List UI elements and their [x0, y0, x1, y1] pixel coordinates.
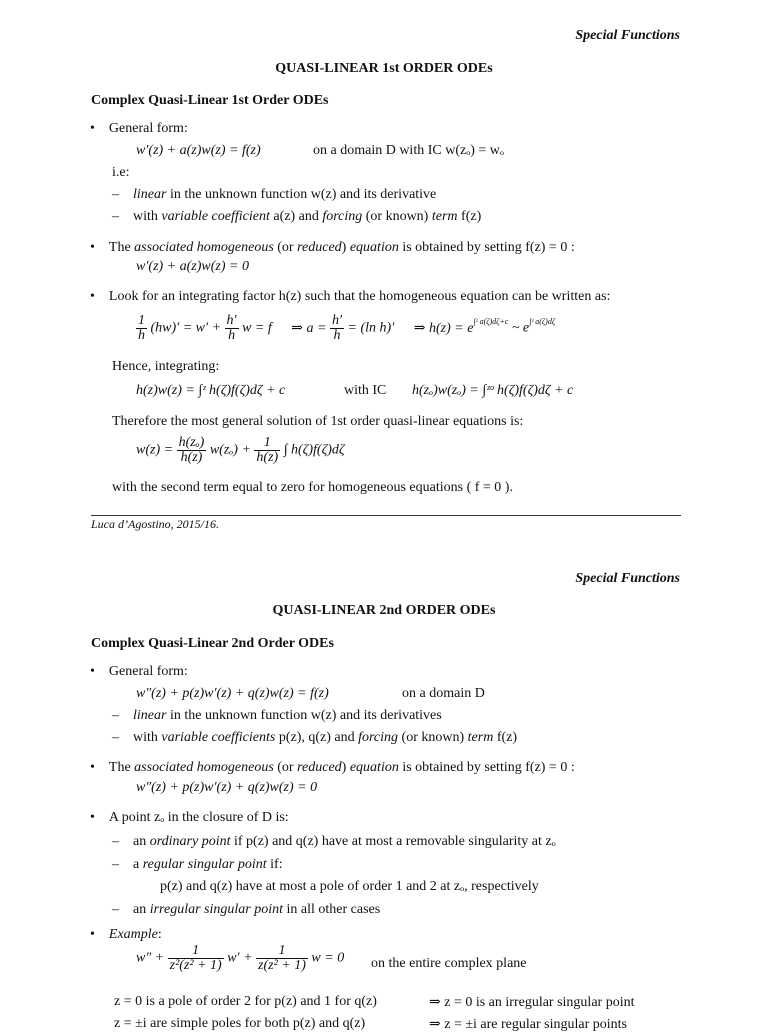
bullet-3: • Look for an integrating factor h(z) such that the homogeneous equation can be written as:	[90, 289, 611, 304]
equation-general-form: w′(z) + a(z)w(z) = f(z)	[136, 143, 261, 158]
term-linear: linear	[133, 187, 167, 202]
regular-condition: p(z) and q(z) have at most a pole of order 1 and 2 at zₒ, respectively	[160, 879, 539, 894]
term-associated-homogeneous: associated homogeneous	[134, 760, 274, 775]
eq-part: ~ e	[511, 320, 530, 336]
ie-text: i.e:	[112, 165, 130, 180]
dash-text: if:	[266, 857, 283, 872]
numerator: 1	[254, 436, 280, 451]
equation-homogeneous: w′(z) + a(z)w(z) = 0	[136, 259, 249, 274]
bullet-text: (or	[273, 760, 298, 775]
term-variable-coefficient: variable coefficient	[161, 209, 270, 224]
fraction	[256, 944, 308, 973]
bullet-1: • General form:	[90, 664, 188, 679]
denominator: h(z)	[180, 450, 203, 465]
page-title: QUASI-LINEAR 1st ORDER ODEs	[275, 61, 493, 76]
bullet-text: The	[108, 240, 135, 255]
bullet-text: )	[341, 760, 350, 775]
dash-item-coefficient: – with variable coefficient a(z) and forcing (or known) term f(z)	[112, 209, 482, 224]
eq-part: ⇒ h(z) = e	[413, 320, 474, 336]
bullet-3-text: A point zₒ in the closure of D is:	[108, 810, 289, 825]
bullet-text: is obtained by setting f(z) = 0 :	[398, 760, 575, 775]
term-regular-singular-point: regular singular point	[142, 857, 267, 872]
dash-text: (or known)	[362, 209, 432, 224]
term-reduced: reduced	[297, 240, 342, 255]
term-irregular-singular-point: irregular singular point	[149, 902, 283, 917]
hence-text: Hence, integrating:	[112, 359, 220, 374]
example-line-2-result: ⇒ z = ±i are regular singular points	[429, 1017, 627, 1032]
dash-item-ordinary: – an ordinary point if p(z) and q(z) have at most a removable singularity at zₒ	[112, 834, 556, 849]
denominator: z²(z² + 1)	[169, 958, 222, 973]
equation-general-solution	[136, 436, 345, 465]
fraction: $\frac{h'}{h}$	[226, 313, 237, 343]
dash-text: f(z)	[493, 730, 518, 745]
equation-integrating-factor	[136, 314, 555, 343]
bullet-text: )	[341, 240, 350, 255]
dash-item-coefficient: – with variable coefficients p(z), q(z) and forcing (or known) term f(z)	[112, 730, 518, 745]
eq-part: w(zₒ) +	[209, 442, 251, 458]
dash-text: with	[133, 209, 162, 224]
numerator: h(zₒ)	[178, 435, 205, 450]
numerator: 1	[256, 944, 308, 959]
exponent: ∫ᶻ a(ζ)dζ+c	[473, 316, 509, 326]
bullet-example: • Example:	[90, 927, 162, 942]
dash-text: in all other cases	[283, 902, 381, 917]
bullet-3-text: Look for an integrating factor h(z) such that the homogeneous equation can be written as:	[108, 289, 611, 304]
bullet-text: (or	[273, 240, 298, 255]
fraction	[254, 436, 280, 465]
term-associated-homogeneous: associated homogeneous	[134, 240, 274, 255]
page-title: QUASI-LINEAR 2nd ORDER ODEs	[272, 603, 496, 618]
equation-homogeneous: w″(z) + p(z)w′(z) + q(z)w(z) = 0	[136, 780, 318, 795]
denominator: h(z)	[256, 450, 279, 465]
numerator: 1	[168, 944, 224, 959]
dash-item-regular: – a regular singular point if:	[112, 857, 283, 872]
bullet-text: is obtained by setting f(z) = 0 :	[398, 240, 575, 255]
footer-author: Luca d’Agostino, 2015/16.	[91, 517, 219, 531]
term-term: term	[431, 209, 458, 224]
dash-text: f(z)	[457, 209, 482, 224]
eq-part: w″ +	[136, 950, 165, 966]
eq-part: = (ln h)′	[347, 320, 395, 336]
fraction	[177, 436, 207, 465]
bullet-2: • The associated homogeneous (or reduced) equation is obtained by setting f(z) = 0 :	[90, 240, 575, 255]
term-reduced: reduced	[297, 760, 342, 775]
dash-text: p(z), q(z) and	[275, 730, 359, 745]
example-line-1-result: ⇒ z = 0 is an irregular singular point	[429, 995, 635, 1010]
dash-text: in the unknown function w(z) and its derivatives	[166, 708, 442, 723]
bullet-1-label: General form:	[108, 121, 188, 136]
bullet-2: • The associated homogeneous (or reduced) equation is obtained by setting f(z) = 0 :	[90, 760, 575, 775]
equation-integrated-ic: h(zₒ)w(zₒ) = ∫ᶻᵒ h(ζ)f(ζ)dζ + c	[412, 383, 574, 398]
fraction	[168, 944, 224, 973]
exponent: ∫ᶻ a(ζ)dζ	[529, 316, 556, 326]
eq-part: ⇒ a =	[291, 320, 327, 336]
term-equation: equation	[349, 760, 399, 775]
page-header: Special Functions	[575, 571, 680, 586]
dash-item-irregular: – an irregular singular point in all other cases	[112, 902, 381, 917]
equation-general-form: w″(z) + p(z)w′(z) + q(z)w(z) = f(z)	[136, 686, 329, 701]
dash-text: an	[133, 902, 150, 917]
equation-integrated: h(z)w(z) = ∫ᶻ h(ζ)f(ζ)dζ + c	[136, 383, 286, 398]
therefore-text: Therefore the most general solution of 1st order quasi-linear equations is:	[112, 414, 524, 429]
example-label: Example	[108, 927, 158, 942]
denominator: z(z² + 1)	[258, 958, 306, 973]
dash-text: in the unknown function w(z) and its derivative	[166, 187, 437, 202]
bullet-text: The	[108, 760, 135, 775]
dash-item-linear: – linear in the unknown function w(z) and its derivatives	[112, 708, 442, 723]
equation-example	[136, 944, 344, 973]
divider	[91, 515, 681, 516]
dash-text: a(z) and	[269, 209, 323, 224]
eq-part: (hw)′ = w′ +	[150, 320, 222, 336]
dash-item-linear: – linear in the unknown function w(z) and its derivative	[112, 187, 437, 202]
example-colon: :	[157, 927, 162, 942]
domain-text: on a domain D	[402, 686, 485, 701]
dash-text: a	[133, 857, 143, 872]
term-term: term	[467, 730, 494, 745]
example-plane-text: on the entire complex plane	[371, 956, 527, 971]
section-title: Complex Quasi-Linear 1st Order ODEs	[91, 93, 329, 108]
dash-text: an	[133, 834, 150, 849]
second-term-text: with the second term equal to zero for homogeneous equations ( f = 0 ).	[112, 480, 513, 495]
bullet-1: • General form:	[90, 121, 188, 136]
term-ordinary-point: ordinary point	[149, 834, 231, 849]
term-forcing: forcing	[322, 209, 363, 224]
example-line-1: z = 0 is a pole of order 2 for p(z) and 1 for q(z)	[114, 994, 377, 1009]
term-linear: linear	[133, 708, 167, 723]
term-variable-coefficients: variable coefficients	[161, 730, 276, 745]
page-header: Special Functions	[575, 28, 680, 43]
bullet-3: • A point zₒ in the closure of D is:	[90, 810, 289, 825]
fraction: $\frac{h'}{h}$	[331, 313, 343, 343]
dash-text: if p(z) and q(z) have at most a removable singularity at zₒ	[230, 834, 556, 849]
domain-text: on a domain D with IC w(zₒ) = wₒ	[313, 143, 504, 158]
eq-part: w = 0	[311, 950, 345, 966]
term-equation: equation	[349, 240, 399, 255]
ic-text: with IC	[344, 383, 387, 398]
term-forcing: forcing	[358, 730, 399, 745]
section-title: Complex Quasi-Linear 2nd Order ODEs	[91, 636, 334, 651]
eq-part: w = f	[242, 320, 272, 336]
eq-part: w(z) =	[136, 442, 174, 458]
eq-part: ∫ h(ζ)f(ζ)dζ	[283, 442, 345, 458]
eq-part: w′ +	[227, 950, 253, 966]
example-line-2: z = ±i are simple poles for both p(z) and q(z)	[114, 1016, 366, 1031]
fraction: $\frac{1}{h}$	[138, 313, 145, 343]
dash-text: with	[133, 730, 162, 745]
bullet-1-label: General form:	[108, 664, 188, 679]
dash-text: (or known)	[398, 730, 468, 745]
